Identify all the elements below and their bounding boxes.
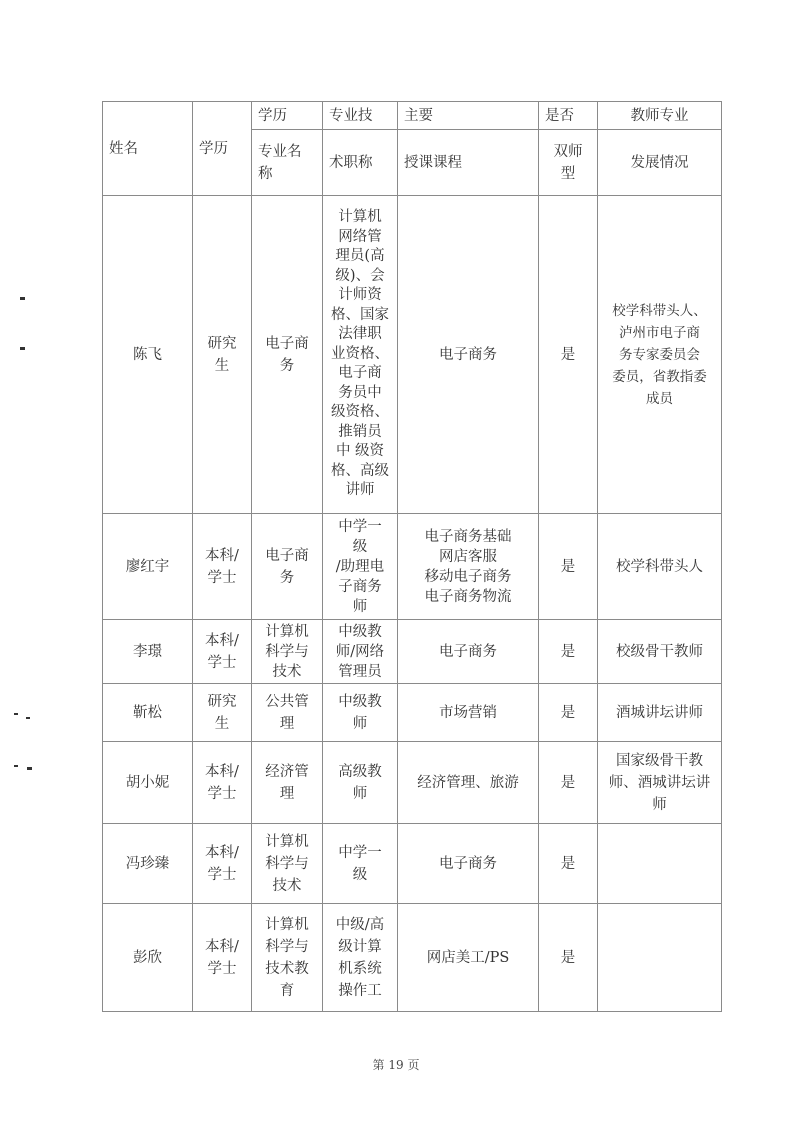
header-major: 专业名 称 [252, 130, 323, 196]
cell-major: 计算机 科学与 技术教 育 [252, 904, 323, 1012]
cell-title: 中学一 级 /助理电 子商务 师 [323, 514, 398, 620]
cell-degree: 本科/ 学士 [193, 824, 252, 904]
cell-development: 校级骨干教师 [598, 620, 722, 684]
cell-courses: 电子商务 [398, 824, 539, 904]
cell-development: 校学科带头人 [598, 514, 722, 620]
cell-courses: 经济管理、旅游 [398, 742, 539, 824]
scan-mark [27, 767, 32, 770]
cell-title: 计算机 网络管 理员(高 级)、会 计师资 格、国家 法律职 业资格、 电子商 务员中 级资格、 推销员 中 级资 格、高级 讲师 [323, 196, 398, 514]
cell-major: 电子商 务 [252, 196, 323, 514]
cell-dual: 是 [539, 904, 598, 1012]
cell-dual: 是 [539, 824, 598, 904]
cell-degree: 本科/ 学士 [193, 904, 252, 1012]
cell-development [598, 824, 722, 904]
scan-mark [14, 765, 18, 767]
scan-mark [20, 347, 25, 350]
cell-development [598, 904, 722, 1012]
cell-title: 中级教 师 [323, 684, 398, 742]
cell-major: 计算机 科学与 技术 [252, 824, 323, 904]
cell-title: 中级/高 级计算 机系统 操作工 [323, 904, 398, 1012]
cell-dual: 是 [539, 620, 598, 684]
cell-dual: 是 [539, 196, 598, 514]
cell-development: 国家级骨干教 师、酒城讲坛讲 师 [598, 742, 722, 824]
cell-title: 高级教 师 [323, 742, 398, 824]
cell-courses: 电子商务基础 网店客服 移动电子商务 电子商务物流 [398, 514, 539, 620]
table-row [103, 824, 722, 904]
cell-major: 经济管 理 [252, 742, 323, 824]
cell-courses: 电子商务 [398, 196, 539, 514]
table-row [103, 514, 722, 620]
page-number: 第 19 页 [372, 1058, 420, 1072]
scan-mark [26, 717, 30, 719]
cell-development: 校学科带头人、 泸州市电子商 务专家委员会 委员，省教指委 成员 [598, 196, 722, 514]
scan-mark [20, 297, 25, 300]
table-row [103, 620, 722, 684]
cell-major: 计算机 科学与 技术 [252, 620, 323, 684]
header-courses: 授课课程 [398, 130, 539, 196]
cell-dual: 是 [539, 514, 598, 620]
table-row [103, 742, 722, 824]
cell-degree: 本科/ 学士 [193, 620, 252, 684]
cell-name: 李璟 [103, 620, 193, 684]
cell-courses: 市场营销 [398, 684, 539, 742]
cell-name: 彭欣 [103, 904, 193, 1012]
cell-degree: 研究 生 [193, 684, 252, 742]
table-row [103, 684, 722, 742]
header-degree: 学历 [193, 102, 252, 196]
header-major-top: 学历 [252, 102, 323, 130]
cell-courses: 电子商务 [398, 620, 539, 684]
cell-title: 中学一 级 [323, 824, 398, 904]
header-dev-top: 教师专业 [598, 102, 722, 130]
header-title: 术职称 [323, 130, 398, 196]
header-dev: 发展情况 [598, 130, 722, 196]
header-name: 姓名 [103, 102, 193, 196]
header-courses-top: 主要 [398, 102, 539, 130]
cell-title: 中级教 师/网络 管理员 [323, 620, 398, 684]
cell-major: 电子商 务 [252, 514, 323, 620]
table-row [103, 196, 722, 514]
header-row [103, 102, 722, 130]
table-row [103, 904, 722, 1012]
teacher-table [102, 101, 722, 1012]
cell-courses: 网店美工/PS [398, 904, 539, 1012]
header-title-top: 专业技 [323, 102, 398, 130]
cell-degree: 本科/ 学士 [193, 514, 252, 620]
header-dual: 双师 型 [539, 130, 598, 196]
cell-name: 靳松 [103, 684, 193, 742]
cell-name: 冯珍臻 [103, 824, 193, 904]
cell-development: 酒城讲坛讲师 [598, 684, 722, 742]
cell-name: 廖红宇 [103, 514, 193, 620]
cell-dual: 是 [539, 742, 598, 824]
cell-name: 陈飞 [103, 196, 193, 514]
cell-name: 胡小妮 [103, 742, 193, 824]
cell-degree: 研究 生 [193, 196, 252, 514]
header-dual-top: 是否 [539, 102, 598, 130]
cell-dual: 是 [539, 684, 598, 742]
cell-degree: 本科/ 学士 [193, 742, 252, 824]
scan-mark [14, 713, 18, 715]
cell-major: 公共管 理 [252, 684, 323, 742]
